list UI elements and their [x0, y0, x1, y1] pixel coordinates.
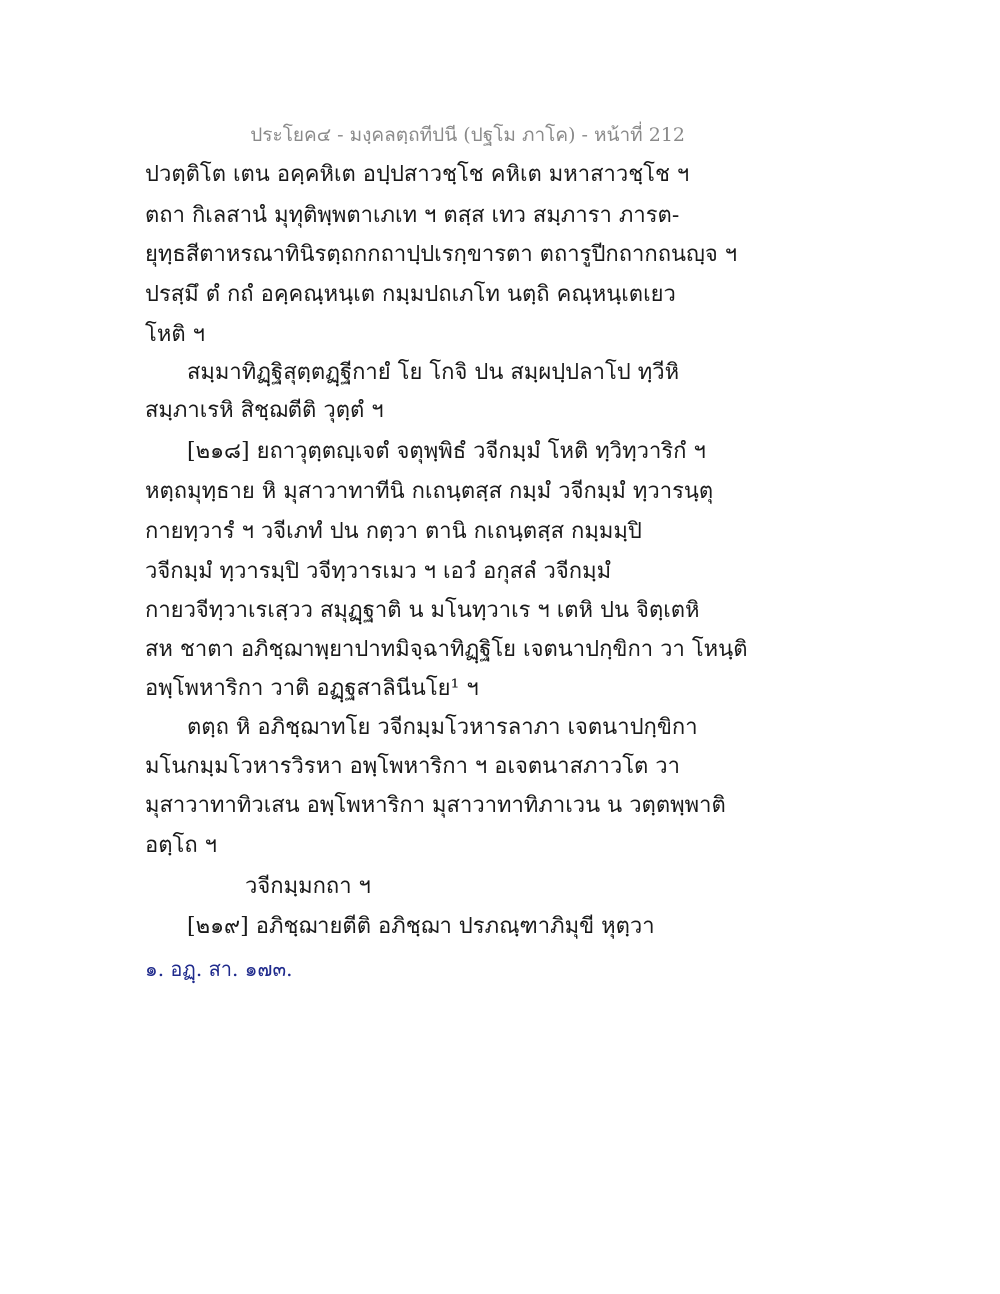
footnote: ๑. อฏฺ. สา. ๑๗๓. — [145, 957, 293, 981]
body-line-12: กายวจีทฺวาเรเสฺวว สมุฏฺฐาติ น มโนทฺวาเร ฯ เตหิ ปน จิตฺเตหิ — [145, 598, 700, 623]
body-line-1: ปวตฺติโต เตน อคฺคหิเต อปฺปสาวชฺโช คหิเต มหาสาวชฺโช ฯ — [145, 162, 690, 187]
body-line-9: หตฺถมุทฺธาย หิ มุสาวาทาทีนิ กเถนฺตสฺส กมฺมํ วจีกมฺมํ ทฺวารนฺตุ — [145, 479, 714, 504]
body-line-11: วจีกมฺมํ ทฺวารมฺปิ วจีทฺวารเมว ฯ เอวํ อกุสลํ วจีกมฺมํ — [145, 559, 612, 584]
body-line-3: ยุทฺธสีตาหรณาทินิรตฺถกกถาปฺปเรกฺขารตา ตถารูปีกถากถนญฺจ ฯ — [145, 242, 738, 267]
body-line-10: กายทฺวารํ ฯ วจีเภทํ ปน กตฺวา ตานิ กเถนฺตสฺส กมฺมมฺปิ — [145, 519, 642, 544]
body-line-16: มโนกมฺมโวหารวิรหา อพฺโพหาริกา ฯ อเจตนาสภาวโต วา — [145, 754, 681, 779]
body-line-7: สมฺภาเรหิ สิชฺฌตีติ วุตฺตํ ฯ — [145, 398, 384, 423]
section-end-title: วจีกมฺมกถา ฯ — [245, 874, 371, 899]
body-line-13: สห ชาตา อภิชฺฌาพฺยาปาทมิจฺฉาทิฏฺฐิโย เจตนาปกฺขิกา วา โหนฺติ — [145, 637, 748, 662]
running-header: ประโยค๔ - มงฺคลตฺถทีปนี (ปฐโม ภาโค) - หน้าที่ 212 — [250, 124, 685, 146]
section-218-start: [๒๑๘] ยถาวุตฺตญฺเจตํ จตุพฺพิธํ วจีกมฺมํ โหติ ทฺวิทฺวาริกํ ฯ — [187, 439, 706, 464]
body-line-18: อตฺโถ ฯ — [145, 833, 217, 858]
section-219-start: [๒๑๙] อภิชฺฌายตีติ อภิชฺฌา ปรภณฺฑาภิมุขี หุตฺวา — [187, 914, 655, 939]
body-line-14: อพฺโพหาริกา วาติ อฏฺฐสาลินีนโย¹ ฯ — [145, 676, 479, 701]
paragraph-start-line: สมฺมาทิฏฺฐิสุตฺตฏฺฐีกายํ โย โกจิ ปน สมฺผปฺปลาโป ทฺวีหิ — [187, 360, 680, 385]
body-line-4: ปรสฺมึ ตํ กถํ อคฺคณฺหนฺเต กมฺมปถเภโท นตฺถิ คณฺหนฺเตเยว — [145, 282, 676, 307]
body-line-2: ตถา กิเลสานํ มุทุติพฺพตาเภเท ฯ ตสฺส เทว สมฺภารา ภารต- — [145, 203, 680, 228]
body-line-5: โหติ ฯ — [145, 322, 205, 347]
body-line-17: มุสาวาทาทิวเสน อพฺโพหาริกา มุสาวาทาทิภาเวน น วตฺตพฺพาติ — [145, 793, 726, 818]
paragraph-start-line: ตตฺถ หิ อภิชฺฌาทโย วจีกมฺมโวหารลาภา เจตนาปกฺขิกา — [187, 715, 698, 740]
